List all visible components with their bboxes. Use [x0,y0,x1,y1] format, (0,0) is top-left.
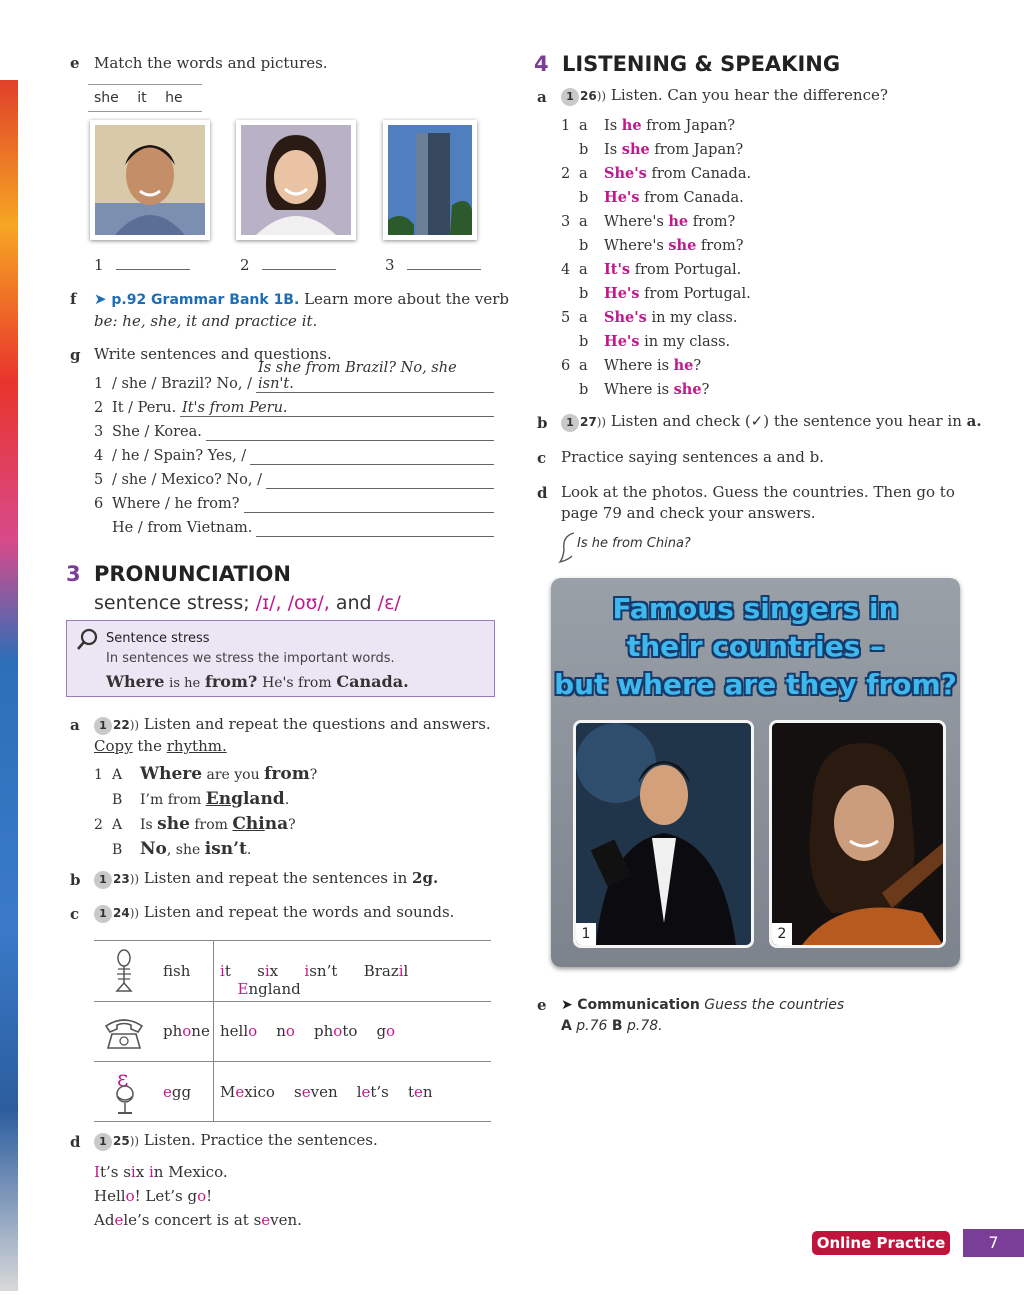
listen-b-instruction: Listen and check (✓) the sentence you hear in [610,412,962,430]
sentence-3: Adele’s concert is at seven. [94,1211,302,1229]
listen-a-item [561,210,751,234]
example-question: Is he from China? [577,536,691,551]
listen-a-item [561,258,751,282]
item-prompt: He / from Vietnam. [112,520,253,536]
ex-is-he: is he [169,676,201,691]
sounds-table [94,940,491,1122]
pron-c-letter: c [70,905,80,923]
section-3-subtitle [94,592,401,614]
exercise-g-letter: g [70,346,81,364]
listen-a-letter: a [537,88,547,106]
item-post: from? [688,214,736,230]
item-number: 2 [94,400,104,416]
listen-a-text [561,86,888,106]
item-letter: a [579,358,588,374]
item-number: 6 [94,496,104,512]
item-highlight: It's [604,261,631,278]
item-letter: b [579,238,589,254]
blank-3-line[interactable] [407,269,481,270]
item-highlight: she [668,237,697,254]
item-post: from Japan? [641,118,736,134]
blank-1[interactable] [94,256,190,274]
item-highlight: he [668,213,689,230]
item-post: from Canada. [646,166,752,182]
listen-a-item [561,282,751,306]
exercise-g-list [94,360,494,540]
words-egg: Mexico seven let’s ten [220,1083,433,1101]
listen-c-letter: c [537,449,547,467]
listen-b-ref: a. [966,412,982,430]
communication-ref [561,995,844,1037]
audio-icon[interactable]: )) [596,89,607,103]
blank-1-number: 1 [94,256,104,274]
exercise-f-text [94,289,514,332]
item-letter: a [579,310,588,326]
key-word-phone: phone [163,1022,210,1040]
item-number: 2 [561,166,571,182]
sentence-2: Hello! Let’s go! [94,1187,213,1205]
item-post: from Portugal. [630,262,742,278]
answer-line[interactable] [256,536,494,537]
item-highlight: She's [604,165,647,182]
sound-row-egg [94,1062,491,1122]
audio-track-badge[interactable]: 1 [94,905,112,923]
listen-b-letter: b [537,414,548,432]
pron-a-letter: a [70,716,80,734]
item-letter: a [579,214,588,230]
item-post: in my class. [639,334,731,350]
track-number: 23 [113,872,130,886]
item-number: 3 [94,424,104,440]
item-number: 4 [561,262,571,278]
blank-2-line[interactable] [262,269,336,270]
item-letter: a [579,118,588,134]
item-letter: b [579,142,589,158]
pron-a-instruction: Listen and repeat the questions and answers. [143,715,491,733]
listen-a-item [561,186,751,210]
listen-a-item [561,354,751,378]
item-number: 6 [561,358,571,374]
exercise-f-text1: Learn more about the verb [304,290,510,308]
answer-line[interactable] [250,464,494,465]
word-box [88,84,202,112]
pron-d-letter: d [70,1133,81,1151]
panel-title [551,590,960,704]
famous-singers-panel [551,578,960,967]
copy-word: Copy [94,737,133,755]
panel-title-line2: their countries – [626,630,885,663]
item-number: 1 [561,118,571,134]
listen-a-item [561,234,751,258]
left-edge-decoration [0,80,18,1291]
student-b-page[interactable]: p.78. [627,1018,663,1034]
blank-3-number: 3 [385,256,395,274]
item-letter: b [579,190,589,206]
item-number: 4 [94,448,104,464]
panel-title-line3: but where are they from? [554,668,957,701]
exercise-e-instruction: Match the words and pictures. [94,54,328,72]
item-prompt: / she / Brazil? No, / [112,376,253,392]
section-4-heading [534,52,840,76]
pron-b-letter: b [70,871,81,889]
svg-text:ɛ: ɛ [117,1067,129,1092]
listen-d-line1: Look at the photos. Guess the countries. Then go to [561,483,955,501]
item-prompt: Where / he from? [112,496,240,512]
exercise-g-item [94,360,494,396]
item-highlight: he [673,357,694,374]
answer-line[interactable] [266,488,494,489]
pron-d-instruction: Listen. Practice the sentences. [143,1131,378,1149]
singer-photo-1 [573,720,754,948]
sentence-1: It’s six in Mexico. [94,1163,228,1181]
listen-d-letter: d [537,484,548,502]
item-post: from Canada. [639,190,744,206]
item-letter: a [579,166,588,182]
egg-cup-icon [112,1066,138,1118]
box-text: In sentences we stress the important words. [106,651,395,666]
track-number: 26 [580,89,597,103]
answer-line[interactable]: Is she from Brazil? No, she isn't. [256,360,494,393]
exercise-g-item [94,444,494,468]
key-word-fish: fsh [163,962,191,980]
subtitle-ipa-e: /ɛ/ [377,592,401,614]
grammar-bank-link[interactable]: p.92 Grammar Bank 1B. [111,292,300,308]
item-prompt: / he / Spain? Yes, / [112,448,247,464]
audio-track-badge[interactable]: 1 [561,88,579,106]
telephone-icon [102,1012,146,1052]
photo-woman [236,120,356,240]
listen-a-item [561,114,751,138]
pron-a-text [94,714,491,757]
item-pre: Where's [604,238,669,254]
sentence-stress-box [66,620,495,697]
exercise-g-item [94,468,494,492]
pron-b-ref: 2g. [412,869,439,887]
pron-a-dialog [94,762,317,862]
item-highlight: He's [604,189,640,206]
photo-man [90,120,210,240]
subtitle-ipa: /ɪ/, /oʊ/, [255,592,330,614]
audio-track-badge[interactable]: 1 [94,717,112,735]
item-pre: Where's [604,214,669,230]
item-number: 5 [94,472,104,488]
item-number: 5 [561,310,571,326]
listen-a-item [561,138,751,162]
subtitle-text: sentence stress; [94,592,250,614]
listen-a-item [561,306,751,330]
subtitle-and: and [335,592,372,614]
item-number: 3 [561,214,571,230]
item-pre: Is [604,118,622,134]
section-4-title: LISTENING & SPEAKING [561,52,841,76]
box-example [106,672,409,691]
listen-b-text [561,412,982,432]
words-phone: hello no photo go [220,1022,396,1040]
item-post: from Japan? [649,142,744,158]
track-number: 27 [580,415,597,429]
item-highlight: she [621,141,650,158]
listen-c-text: Practice saying sentences a and b. [561,448,825,466]
pron-c-text [94,903,454,923]
photo-label-2: 2 [772,923,792,945]
photo-label-1: 1 [576,923,596,945]
audio-track-badge[interactable]: 1 [561,414,579,432]
item-pre: Where is [604,358,674,374]
exercise-g-item [94,492,494,516]
fish-icon [112,949,136,993]
ex-hes-from: He's from [262,675,332,691]
rhythm-word: rhythm. [166,737,227,755]
item-pre: Where is [604,382,674,398]
student-a-label: A [561,1018,572,1034]
student-b-label: B [611,1018,623,1034]
student-a-page[interactable]: p.76 [576,1018,608,1034]
the-word: the [137,737,162,755]
audio-icon[interactable]: )) [129,1134,140,1148]
exercise-g-item [94,420,494,444]
pron-b-instruction: Listen and repeat the sentences in [143,869,408,887]
arrow-right-icon: ➤ [94,290,107,308]
item-post: from? [696,238,744,254]
section-3-heading [66,562,291,586]
item-letter: b [579,334,589,350]
section-3-title: PRONUNCIATION [93,562,291,586]
answer-line[interactable] [244,512,494,513]
listen-a-item [561,378,751,402]
track-number: 22 [113,718,130,732]
box-title: Sentence stress [106,631,210,646]
pron-b-text [94,869,438,889]
arrow-right-icon: ➤ [561,997,573,1013]
audio-icon[interactable]: )) [596,415,607,429]
section-4-number: 4 [534,52,549,76]
item-highlight: She's [604,309,647,326]
dialog-line-1: 1 A Where are you from? [94,764,318,784]
exercise-g-item [94,516,494,540]
item-letter: b [579,382,589,398]
audio-icon[interactable]: )) [129,718,140,732]
item-letter: a [579,262,588,278]
pron-d-text [94,1131,378,1151]
words-fish: it six isn’t Brazil England [220,962,409,998]
item-post: ? [693,358,702,374]
exercise-e-letter: e [70,54,80,72]
answer-line[interactable]: It's from Peru. [180,400,494,417]
audio-icon[interactable]: )) [129,872,140,886]
item-highlight: he [621,117,642,134]
blank-1-line[interactable] [116,269,190,270]
key-word-egg: egg [163,1083,192,1101]
item-prompt: She / Korea. [112,424,202,440]
blank-2[interactable] [240,256,336,274]
listen-a-item [561,162,751,186]
page-number: 7 [963,1229,1024,1257]
dialog-line-2: B I’m from England. [112,789,290,809]
track-number: 25 [113,1134,130,1148]
section-3-number: 3 [66,562,81,586]
item-post: in my class. [646,310,738,326]
ex-from: from? [204,672,258,691]
blank-3[interactable] [385,256,481,274]
item-highlight: she [673,381,702,398]
item-letter: b [579,286,589,302]
magnifier-icon [75,627,99,651]
exercise-f-letter: f [70,290,77,308]
ex-where: Where [106,672,165,691]
track-number: 24 [113,906,130,920]
item-post: ? [701,382,710,398]
pron-c-instruction: Listen and repeat the words and sounds. [143,903,455,921]
singer-photo-2 [769,720,946,948]
listen-d-line2: page 79 and check your answers. [561,504,816,522]
dialog-line-3: 2 A Is she from China? [94,814,296,834]
online-practice-button[interactable]: Online Practice [812,1231,950,1255]
item-prompt: It / Peru. [112,400,177,416]
word-he: he [165,90,183,106]
item-pre: Is [604,142,622,158]
item-highlight: He's [604,333,640,350]
word-it: it [137,90,147,106]
dialog-line-4: B No, she isn’t. [112,839,252,859]
communication-label[interactable]: Communication [577,997,700,1013]
listen-a-instruction: Listen. Can you hear the difference? [610,86,888,104]
listen-d-text [561,482,955,524]
left-edge-art [0,80,18,1291]
item-number: 1 [94,376,104,392]
exercise-g-item [94,396,494,420]
audio-icon[interactable]: )) [129,906,140,920]
listen-e-letter: e [537,996,547,1014]
answer-line[interactable] [206,440,494,441]
listen-a-item [561,330,751,354]
item-prompt: / she / Mexico? No, / [112,472,262,488]
communication-title: Guess the countries [704,997,845,1013]
audio-track-badge[interactable]: 1 [94,1133,112,1151]
audio-track-badge[interactable]: 1 [94,871,112,889]
exercise-g-instruction: Write sentences and questions. [94,345,332,363]
item-post: from Portugal. [639,286,751,302]
sound-row-phone [94,1002,491,1062]
exercise-f-text2: be: he, she, it and practice it. [94,312,318,330]
item-highlight: He's [604,285,640,302]
panel-title-line1: Famous singers in [612,592,899,625]
ex-canada: Canada. [336,672,409,691]
photo-building [383,120,477,240]
sound-row-fish [94,940,491,1002]
word-she: she [94,90,119,106]
pron-d-sentences [94,1160,302,1232]
listen-a-list [561,114,751,402]
blank-2-number: 2 [240,256,250,274]
